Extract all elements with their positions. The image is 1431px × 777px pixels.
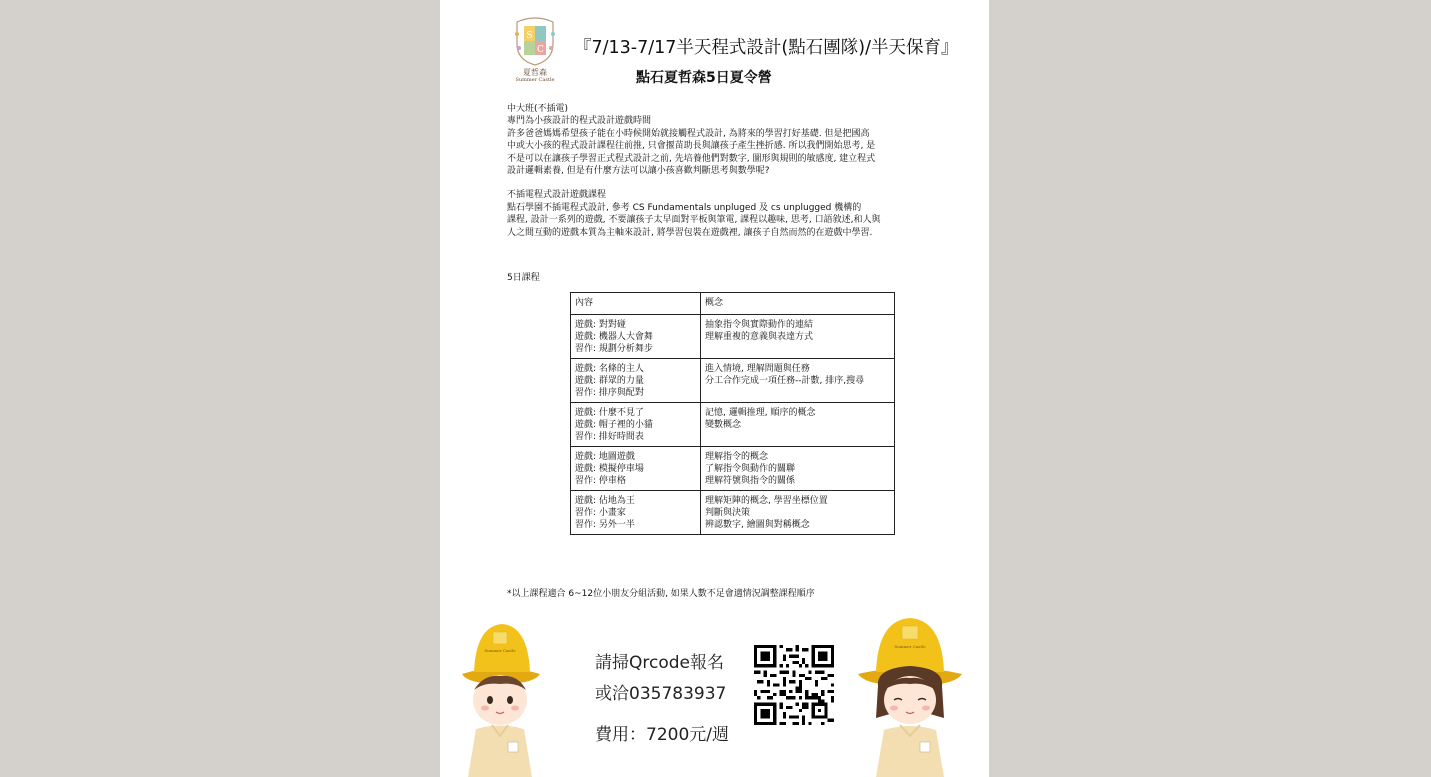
- intro-line: 人之間互動的遊戲本質為主軸來設計, 將學習包裝在遊戲裡, 讓孩子自然而然的在遊戲中學習.: [507, 227, 873, 238]
- register-qr-text: 請掃Qrcode報名: [595, 653, 724, 673]
- girl-mascot-illustration: [854, 608, 966, 777]
- course-table: [570, 292, 895, 535]
- cell-line: 遊戲: 地圖遊戲: [575, 452, 635, 462]
- concept-cell: [701, 403, 895, 447]
- cell-line: 習作: 規劃分析舞步: [575, 344, 653, 354]
- cell-line: 理解矩陣的概念, 學習坐標位置: [705, 496, 828, 506]
- cell-line: 遊戲: 名條的主人: [575, 364, 644, 374]
- boy-mascot-illustration: [454, 604, 546, 777]
- intro-line: 課程, 設計一系列的遊戲, 不要讓孩子太早面對平板與筆電, 課程以趣味, 思考, 口語敘述,和人與: [507, 215, 881, 226]
- content-cell: [571, 447, 701, 491]
- table-header-row: [571, 293, 895, 315]
- intro-line: 不是可以在讓孩子學習正式程式設計之前, 先培養他們對數字, 圖形與規則的敏感度, 建立程式: [507, 153, 876, 164]
- footnote: *以上課程適合 6~12位小朋友分組活動, 如果人數不足會適情況調整課程順序: [507, 589, 815, 599]
- table-row: [571, 403, 895, 447]
- intro-line: 不插電程式設計遊戲課程: [507, 190, 607, 201]
- brand-name-cn: 夏哲森: [523, 68, 547, 77]
- cell-line: 分工合作完成一項任務--計數, 排序,搜尋: [705, 376, 865, 386]
- brand-name-en: Summer Castle: [515, 77, 555, 83]
- summer-castle-logo: [506, 16, 564, 86]
- qr-code[interactable]: [754, 645, 834, 725]
- cell-line: 抽象指令與實際動作的連結: [705, 320, 814, 330]
- course-label: 5日課程: [507, 273, 540, 283]
- intro-line: 專門為小孩設計的程式設計遊戲時間: [507, 116, 652, 127]
- content-cell: [571, 315, 701, 359]
- cell-line: 習作: 另外一半: [575, 520, 635, 530]
- cell-line: 判斷與決策: [705, 508, 751, 518]
- flyer-title: 『7/13-7/17半天程式設計(點石團隊)/半天保育』: [574, 38, 959, 58]
- flyer-subtitle: 點石夏哲森5日夏令營: [636, 70, 772, 86]
- table-row: [571, 315, 895, 359]
- table-row: [571, 359, 895, 403]
- contact-phone: 或洽035783937: [595, 684, 727, 704]
- fee-text: 費用：7200元/週: [595, 725, 729, 745]
- concept-cell: [701, 359, 895, 403]
- flyer-page: [440, 0, 989, 777]
- svg-text:C: C: [537, 45, 544, 55]
- concept-cell: [701, 491, 895, 535]
- content-cell: [571, 403, 701, 447]
- cell-line: 遊戲: 模擬停車場: [575, 464, 644, 474]
- cell-line: 習作: 小畫家: [575, 508, 626, 518]
- table-header-concept: 概念: [701, 293, 895, 315]
- cell-line: 習作: 停車格: [575, 476, 626, 486]
- content-cell: [571, 359, 701, 403]
- cell-line: 理解指令的概念: [705, 452, 769, 462]
- intro-line: 中大班(不插電): [507, 104, 569, 114]
- intro-text: [507, 103, 927, 239]
- cell-line: 習作: 排好時間表: [575, 432, 644, 442]
- intro-line: 設計邏輯素養, 但是有什麼方法可以讓小孩喜歡判斷思考與數學呢?: [507, 166, 770, 177]
- concept-cell: [701, 315, 895, 359]
- cell-line: 遊戲: 佔地為王: [575, 496, 635, 506]
- cell-line: 了解指令與動作的關聯: [705, 464, 796, 474]
- cell-line: 遊戲: 群眾的力量: [575, 376, 644, 386]
- cell-line: 理解符號與指令的關係: [705, 476, 796, 486]
- svg-text:S: S: [526, 31, 533, 41]
- table-row: [571, 491, 895, 535]
- cell-line: 辨認數字, 繪圖與對稱概念: [705, 520, 810, 530]
- content-cell: [571, 491, 701, 535]
- concept-cell: [701, 447, 895, 491]
- table-header-content: 內容: [571, 293, 701, 315]
- hat-logo-text: Summer Castle: [484, 648, 516, 653]
- intro-line: 中或大小孩的程式設計課程往前推, 只會揠苗助長與讓孩子產生挫折感. 所以我們開始思考, 是: [507, 141, 876, 152]
- cell-line: 習作: 排序與配對: [575, 388, 644, 398]
- cell-line: 遊戲: 帽子裡的小貓: [575, 420, 653, 430]
- cell-line: 變數概念: [705, 420, 742, 430]
- cell-line: 遊戲: 對對碰: [575, 320, 626, 330]
- intro-line: 點石學園不插電程式設計, 參考 CS Fundamentals unpluged 及 cs unplugged 機構的: [507, 202, 862, 213]
- cell-line: 記憶, 邏輯推理, 順序的概念: [705, 408, 816, 418]
- cell-line: 進入情境, 理解問題與任務: [705, 364, 810, 374]
- cell-line: 理解重複的意義與表達方式: [705, 332, 814, 342]
- cell-line: 遊戲: 機器人大會舞: [575, 332, 653, 342]
- hat-logo-text: Summer Castle: [894, 644, 926, 649]
- table-row: [571, 447, 895, 491]
- intro-line: 許多爸爸媽媽希望孩子能在小時候開始就接觸程式設計, 為將來的學習打好基礎. 但是把國高: [507, 128, 870, 139]
- crest-icon: [511, 16, 559, 66]
- cell-line: 遊戲: 什麼不見了: [575, 408, 644, 418]
